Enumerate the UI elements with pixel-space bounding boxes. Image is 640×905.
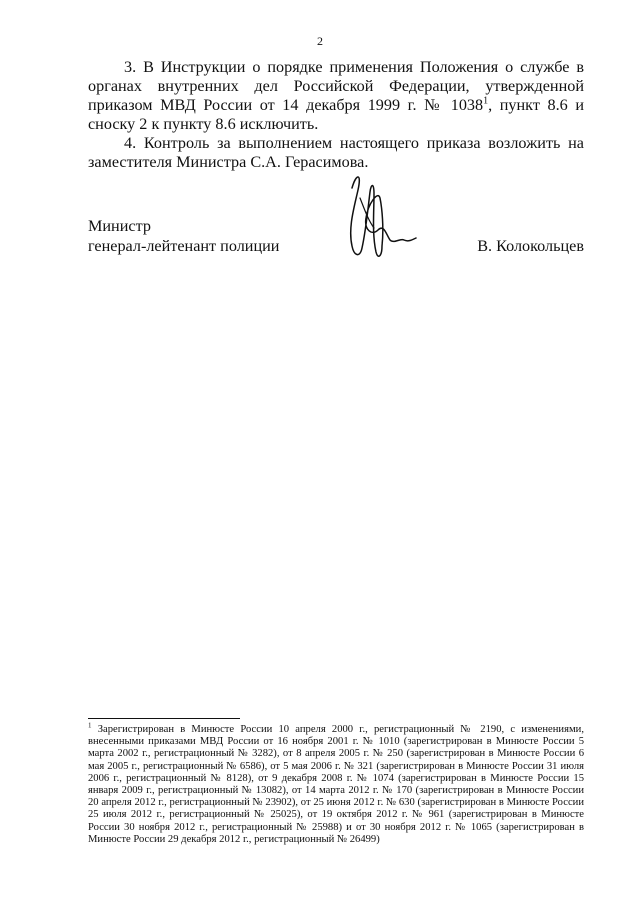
page-number: 2 (317, 34, 323, 48)
signature-block (88, 216, 584, 276)
paragraph-3-text-end: , пункт 8.6 и сноску 2 к пункту 8.6 исключить. (88, 96, 584, 133)
paragraph-4: 4. Контроль за выполнением настоящего приказа возложить на заместителя Министра С.А. Герасимова. (88, 134, 584, 171)
paragraph-3 (88, 58, 584, 134)
signatory-name: В. Колокольцев (477, 237, 584, 255)
paragraph-3-text: 3. В Инструкции о порядке применения Положения о службе в органах внутренних дел Российской Федерации, утвержденной приказом МВД России от 14 декабря 1999 г. № 1038 (88, 58, 584, 114)
document-body (88, 58, 584, 172)
signatory-rank: генерал-лейтенант полиции (88, 237, 280, 255)
handwritten-signature (338, 168, 418, 268)
footnote-reference[interactable]: 1 (483, 95, 489, 107)
footnote-marker: 1 (88, 721, 92, 730)
signatory-title: Министр (88, 217, 151, 235)
footnote-separator (88, 718, 240, 719)
footnote-text: Зарегистрирован в Минюсте России 10 апреля 2000 г., регистрационный № 2190, с изменениями, внесенными приказами МВД России от 16 ноября 2001 г. № 1010 (зарегистрирован в Минюсте России 5 марта 2002 г., регистрационный № 3282), от 8 апреля 2005 г. № 250 (зарегистрирован в Минюсте России 6 мая 2005 г., регистрационный № 6586), от 5 мая 2006 г. № 321 (зарегистрирован в Минюсте России 31 июля 2006 г., регистрационный № 8128), от 9 декабря 2008 г. № 1074 (зарегистрирован в Минюсте России 15 января 2009 г., регистрационный № 13082), от 14 марта 2012 г. № 170 (зарегистрирован в Минюсте России 20 апреля 2012 г., регистрационный № 23902), от 25 июня 2012 г. № 630 (зарегистрирован в Минюсте России 25 июля 2012 г., регистрационный № 25025), от 19 октября 2012 г. № 961 (зарегистрирован в Минюсте России 30 ноября 2012 г., регистрационный № 25988) и от 30 ноября 2012 г. № 1065 (зарегистрирован в Минюсте России 29 декабря 2012 г., регистрационный № 26499) (88, 724, 584, 845)
footnote (88, 721, 584, 846)
